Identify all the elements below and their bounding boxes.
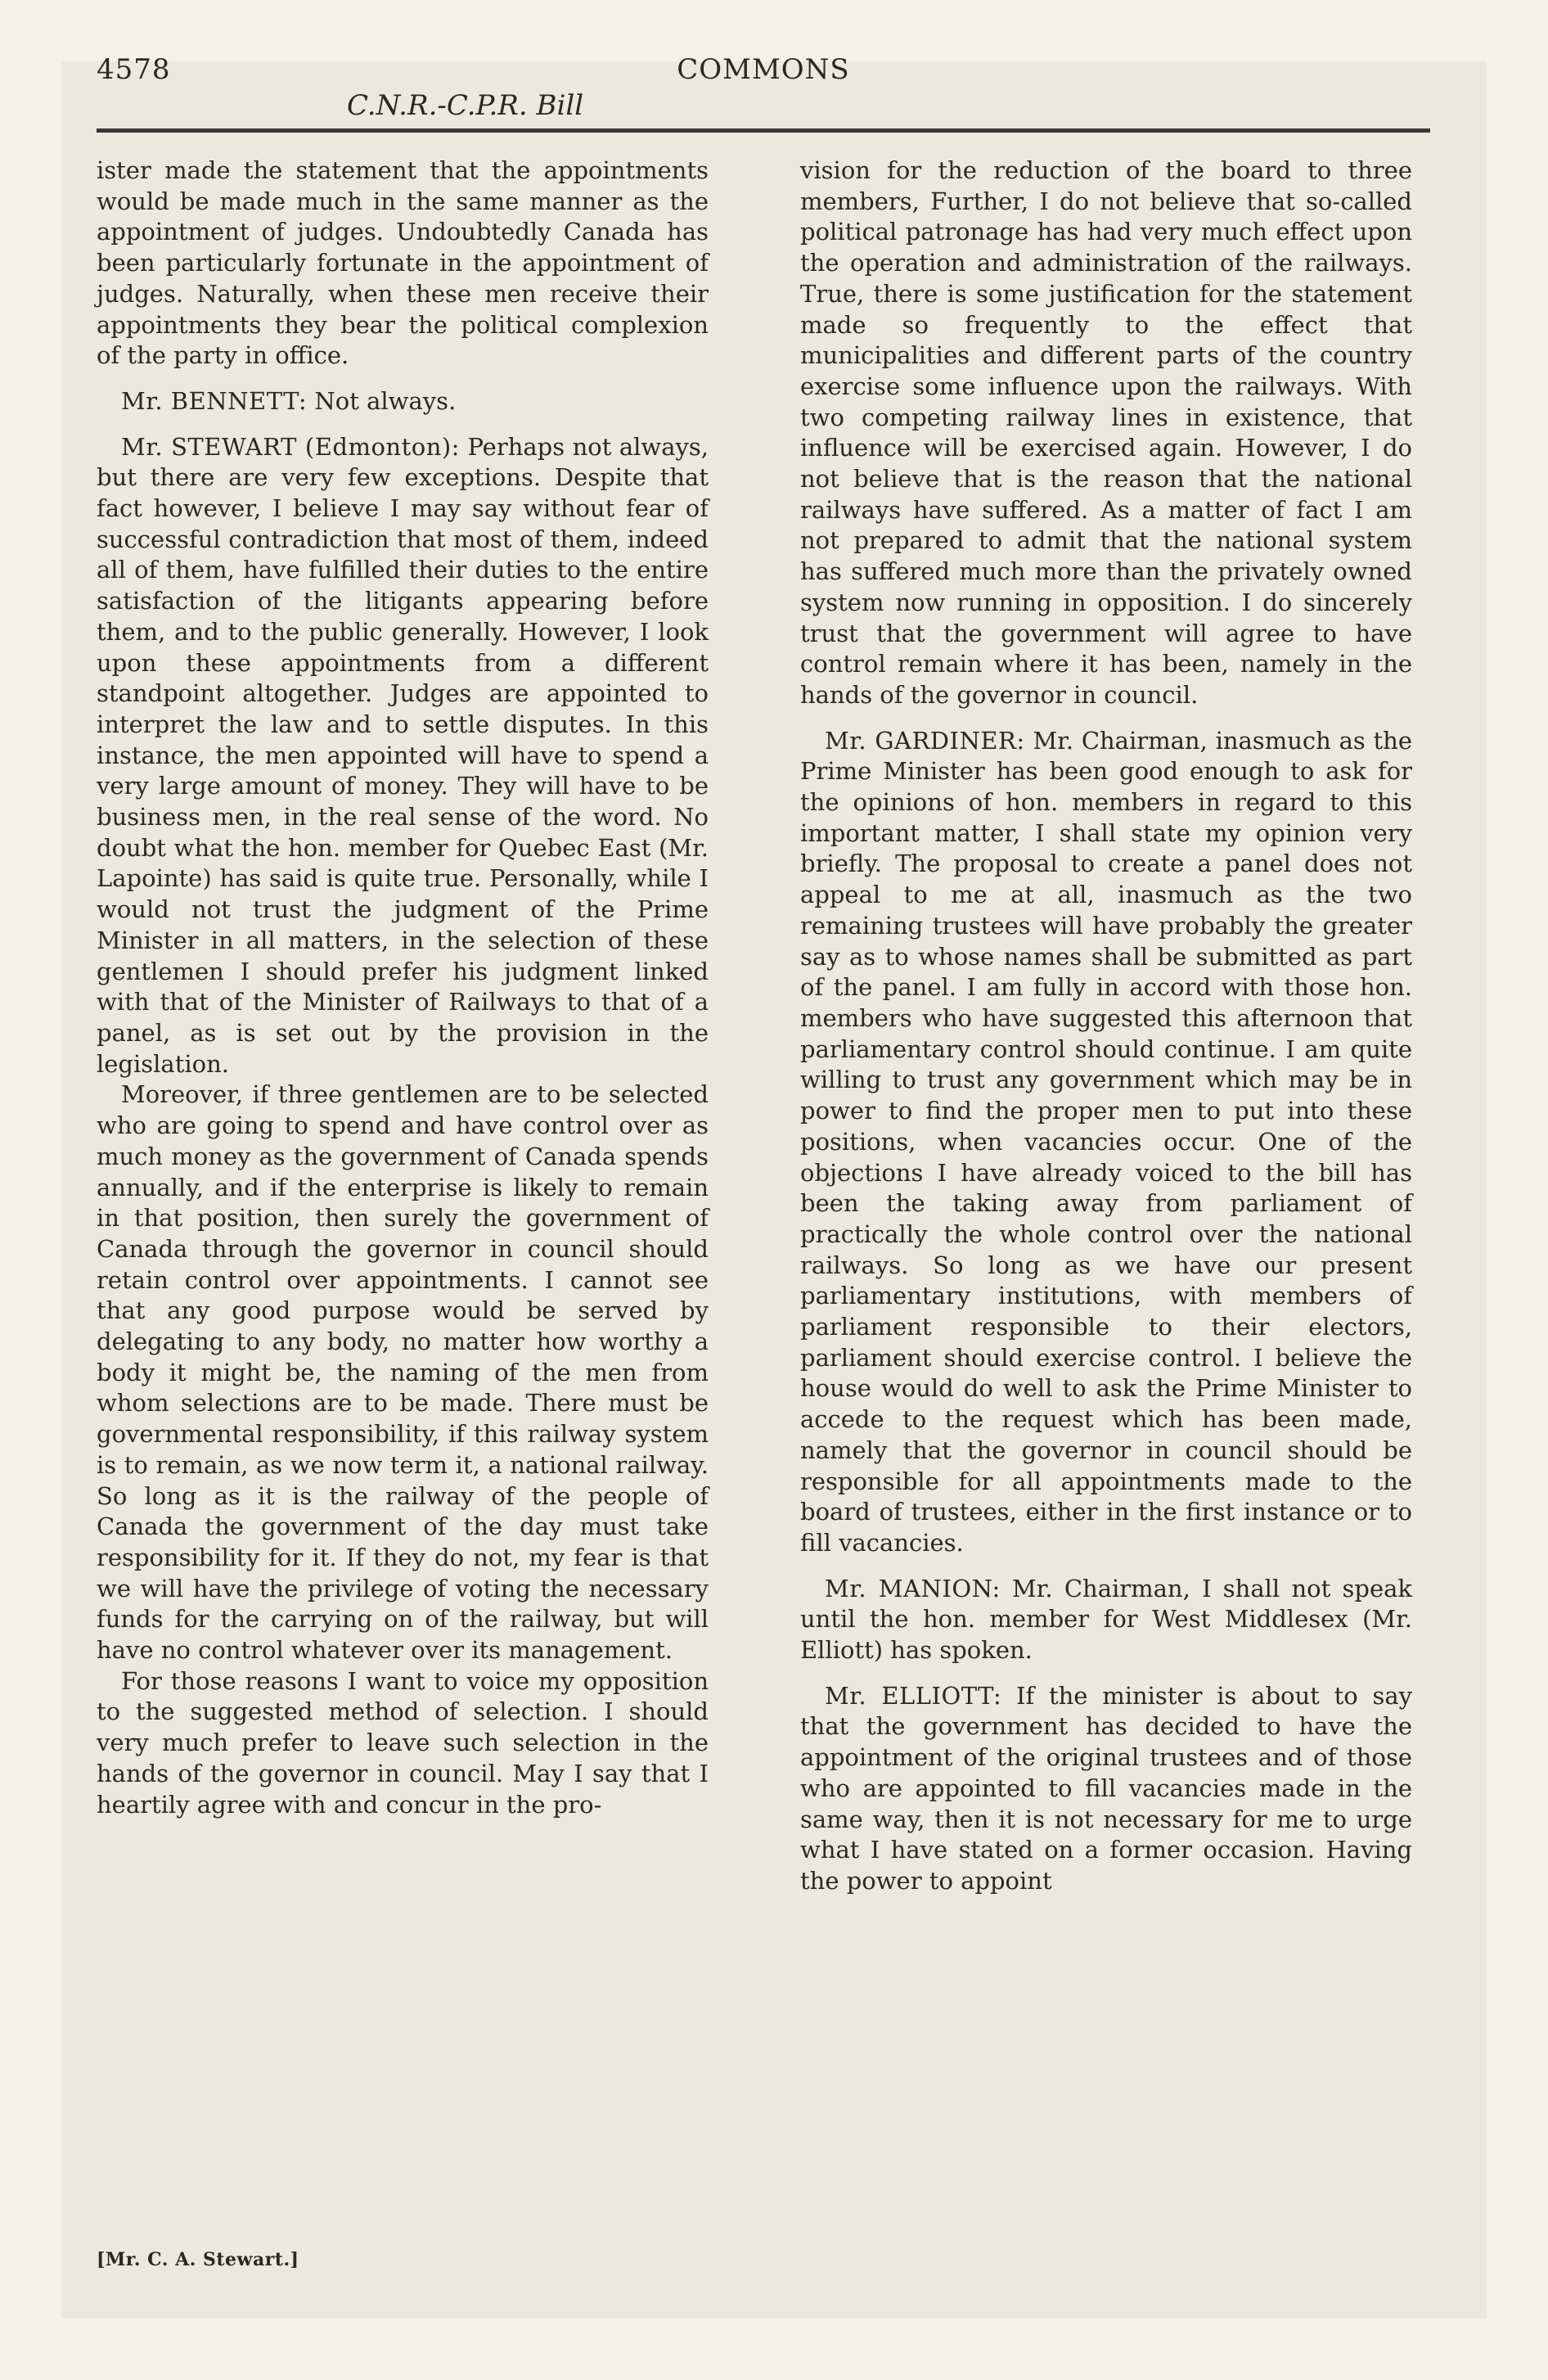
- speech-text: Mr. Chairman, I shall not speak until the hon. member for West Middlesex (Mr. Elliott) has spoken.: [800, 1574, 1412, 1665]
- speech-manion: [800, 1574, 1412, 1666]
- speech-elliott: [800, 1681, 1412, 1897]
- paragraph: ister made the statement that the appointments would be made much in the same manner as the appointment of judges. Undoubtedly Canada has been particularly fortunate in the appointment of judges. Naturally, when these men receive their appointments they bear the political complexion of the party in office.: [97, 156, 709, 370]
- speech-text: Perhaps not always, but there are very few exceptions. Despite that fact however, I believe I may say without fear of successful contradiction that most of them, indeed all of them, have fulfilled their duties to the entire satisfaction of the litigants appearing before them, and to the public generally. However, I look upon these appointments from a different standpoint altogether. Judges are appointed to interpret the law and to settle disputes. In this instance, the men appointed will have to spend a very large amount of money. They will have to be business men, in the real sense of the word. No doubt what the hon. member for Quebec East (Mr. Lapointe) has said is quite true. Personally, while I would not trust the judgment of the Prime Minister in all matters, in the selection of these gentlemen I should prefer his judgment linked with that of the Minister of Railways to that of a panel, as is set out by the provision in the legislation.: [97, 432, 709, 1078]
- speaker-name: Mr. MANION:: [825, 1574, 1001, 1602]
- section-title: COMMONS: [677, 53, 850, 86]
- speech-gardiner: [800, 726, 1412, 1559]
- speech-text: If the minister is about to say that the government has decided to have the appointment of the original trustees and of those who are appointed to fill vacancies made in the same way, then it is not necessary for me to urge what I have stated on a former occasion. Having the power to appoint: [800, 1681, 1413, 1895]
- speaker-footnote: [Mr. C. A. Stewart.]: [97, 2249, 299, 2270]
- page-header: [97, 53, 1430, 122]
- running-head: C.N.R.-C.P.R. Bill: [347, 89, 584, 122]
- header-rule: [97, 128, 1430, 133]
- left-column: [97, 156, 709, 1820]
- paragraph: vision for the reduction of the board to three members, Further, I do not believe that so-called political patronage has had very much effect upon the operation and administration of the railways. True, there is some justification for the statement made so frequently to the effect that municipalities and different parts of the country exercise some influence upon the railways. With two competing railway lines in existence, that influence will be exercised again. However, I do not believe that is the reason that the national railways have suffered. As a matter of fact I am not prepared to admit that the national system has suffered much more than the privately owned system now running in opposition. I do sincerely trust that the government will agree to have control remain where it has been, namely in the hands of the governor in council.: [800, 156, 1412, 709]
- speech-text: Not always.: [314, 386, 457, 415]
- speech-bennett: [97, 386, 709, 417]
- speaker-name: Mr. ELLIOTT:: [825, 1681, 1002, 1710]
- paragraph: Moreover, if three gentlemen are to be selected who are going to spend and have control over as much money as the government of Canada spends annually, and if the enterprise is likely to remain in that position, then surely the government of Canada through the governor in council should retain control over appointments. I cannot see that any good purpose would be served by delegating to any body, no matter how worthy a body it might be, the naming of the men from whom selections are to be made. There must be governmental responsibility, if this railway system is to remain, as we now term it, a national railway. So long as it is the railway of the people of Canada the government of the day must take responsibility for it. If they do not, my fear is that we will have the privilege of voting the necessary funds for the carrying on of the railway, but will have no control whatever over its management.: [97, 1080, 709, 1665]
- speaker-name: Mr. STEWART (Edmonton):: [121, 432, 460, 461]
- speaker-name: Mr. BENNETT:: [121, 386, 308, 415]
- page-number: 4578: [97, 53, 171, 86]
- paragraph: For those reasons I want to voice my opposition to the suggested method of selection. I should very much prefer to leave such selection in the hands of the governor in council. May I say that I heartily agree with and concur in the pro-: [97, 1666, 709, 1819]
- speech-stewart: [97, 432, 709, 1080]
- right-column: [800, 156, 1412, 1897]
- speech-text: Mr. Chairman, inasmuch as the Prime Minister has been good enough to ask for the opinions of hon. members in regard to this important matter, I shall state my opinion very briefly. The proposal to create a panel does not appeal to me at all, inasmuch as the two remaining trustees will have probably the greater say as to whose names shall be submitted as part of the panel. I am fully in accord with those hon. members who have suggested this afternoon that parliamentary control should continue. I am quite willing to trust any government which may be in power to find the proper men to put into these positions, when vacancies occur. One of the objections I have already voiced to the bill has been the taking away from parliament of practically the whole control over the national railways. So long as we have our present parliamentary institutions, with members of parliament responsible to their electors, parliament should exercise control. I believe the house would do well to ask the Prime Minister to accede to the request which has been made, namely that the governor in council should be responsible for all appointments made to the board of trustees, either in the first instance or to fill vacancies.: [800, 726, 1413, 1557]
- speaker-name: Mr. GARDINER:: [825, 726, 1025, 755]
